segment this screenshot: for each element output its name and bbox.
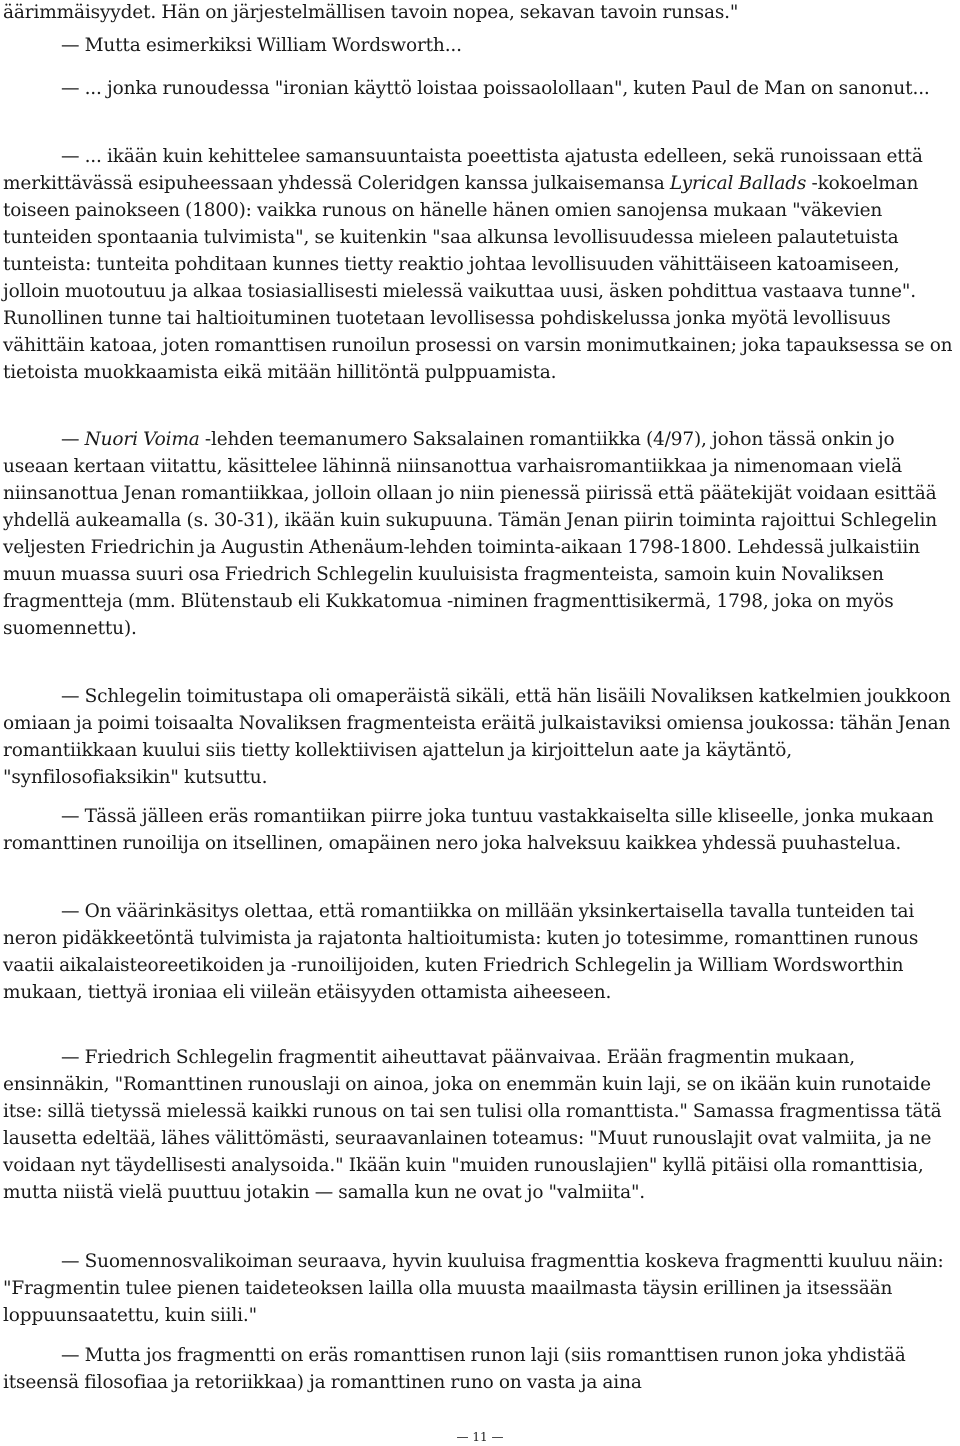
text-run: — ... ikään kuin kehittelee samansuuntaista poeettista ajatusta edelleen, sekä runoissaan että merkittävässä esipuheessaan yhdessä Coleridgen kanssa julkaisemansa: [3, 146, 923, 194]
paragraph-4: [3, 426, 958, 642]
text-run: — Mutta esimerkiksi William Wordsworth...: [61, 35, 462, 56]
page-number: — 11 —: [456, 1430, 504, 1444]
italic-title: Lyrical Ballads: [669, 173, 807, 194]
paragraph-8: [3, 1044, 958, 1206]
italic-title: Nuori Voima: [84, 429, 200, 450]
text-run: äärimmäisyydet. Hän on järjestelmällisen tavoin nopea, sekavan tavoin runsas.": [3, 2, 739, 23]
paragraph-6: [3, 803, 958, 857]
paragraph-7: [3, 898, 958, 1006]
text-run: — Tässä jälleen eräs romantiikan piirre joka tuntuu vastakkaiselta sille kliseelle, jonka mukaan romanttinen runoilija on itsellinen, omapäinen nero joka halveksuu kaikkea yhdessä puuhastelua.: [3, 806, 934, 854]
text-run: -lehden teemanumero Saksalainen romantiikka (4/97), johon tässä onkin jo useaan kertaan viitattu, käsittelee lähinnä niinsanottua varhaisromantiikkaa ja nimenomaan vielä niinsanottua Jenan romantiikkaa, jolloin ollaan jo niin pienessä piirissä että päätekijät voidaan esittää yhdellä aukeamalla (s. 30-31), ikään kuin sukupuuna. Tämän Jenan piirin toiminta rajoittui Schlegelin veljesten Friedrichin ja Augustin Athenäum-lehden toiminta-aikaan 1798-1800. Lehdessä julkaistiin muun muassa suuri osa Friedrich Schlegelin kuuluisista fragmenteista, samoin kuin Novaliksen fragmentteja (mm. Blütenstaub eli Kukkatomua -niminen fragmenttisikermä, 1798, joka on myös suomennettu).: [3, 429, 938, 639]
text-run: —: [61, 429, 85, 450]
text-run: — ... jonka runoudessa "ironian käyttö loistaa poissaolollaan", kuten Paul de Man on sanonut...: [61, 78, 930, 99]
text-run: — Suomennosvalikoiman seuraava, hyvin kuuluisa fragmenttia koskeva fragmentti kuuluu näin: "Fragmentin tulee pienen taideteoksen lailla olla muusta maailmasta täysin erillinen ja itsessään loppuunsaatettu, kuin siili.": [3, 1251, 944, 1326]
text-run: — Schlegelin toimitustapa oli omaperäistä sikäli, että hän lisäili Novaliksen katkelmien joukkoon omiaan ja poimi toisaalta Novaliksen fragmenteista eräitä julkaistaviksi omiensa joukossa: tähän Jenan romantiikkaan kuului siis tietty kollektiivisen ajattelun ja kirjoittelun aate ja käytäntö, "synfilosofiaksikin" kutsuttu.: [3, 686, 951, 788]
text-run: — On väärinkäsitys olettaa, että romantiikka on millään yksinkertaisella tavalla tunteiden tai neron pidäkkeetöntä tulvimista ja rajatonta haltioitumista: kuten jo totesimme, romanttinen runous vaatii aikalaisteoreetikoiden ja -runoilijoiden, kuten Friedrich Schlegelin ja William Wordsworthin mukaan, tiettyä ironiaa eli viileän etäisyyden ottamista aiheeseen.: [3, 901, 919, 1003]
paragraph-2: [3, 75, 958, 102]
paragraph-0: [3, 0, 958, 26]
paragraph-1: [3, 32, 958, 59]
paragraph-3: [3, 143, 958, 386]
text-run: — Friedrich Schlegelin fragmentit aiheuttavat päänvaivaa. Erään fragmentin mukaan, ensinnäkin, "Romanttinen runouslaji on ainoa, joka on enemmän kuin laji, se on ikään kuin runotaide itse: sillä tietyssä mielessä kaikki runous on tai sen tulisi olla romanttista." Samassa fragmentissa tätä lausetta edeltää, lähes välittömästi, seuraavanlainen toteamus: "Muut runouslajit ovat valmiita, ja ne voidaan nyt täydellisesti analysoida." Ikään kuin "muiden runouslajien" kyllä pitäisi olla romanttisia, mutta niistä vielä puuttuu jotakin — samalla kun ne ovat jo "valmiita".: [3, 1047, 942, 1203]
text-run: -kokoelman toiseen painokseen (1800): vaikka runous on hänelle hänen omien sanojensa mukaan "väkevien tunteiden spontaania tulvimista", se kuitenkin "saa alkunsa levollisuudessa mieleen palautetuista tunteista: tunteita pohditaan kunnes tietty reaktio johtaa levollisuuden vähittäiseen katoamiseen, jolloin muotoutuu ja alkaa tosiasiallisesti mielessä vaikuttaa uusi, äsken pohdittua vastaava tunne". Runollinen tunne tai haltioituminen tuotetaan levollisessa pohdiskelussa jonka myötä levollisuus vähittäin katoaa, joten romanttisen runoilun prosessi on varsin monimutkainen; joka tapauksessa se on tietoista muokkaamista eikä mitään hillitöntä pulppuamista.: [3, 173, 953, 383]
paragraph-5: [3, 683, 958, 791]
text-run: — Mutta jos fragmentti on eräs romanttisen runon laji (siis romanttisen runon joka yhdistää itseensä filosofiaa ja retoriikkaa) ja romanttinen runo on vasta ja aina: [3, 1345, 906, 1393]
paragraph-9: [3, 1248, 958, 1329]
paragraph-10: [3, 1342, 958, 1396]
